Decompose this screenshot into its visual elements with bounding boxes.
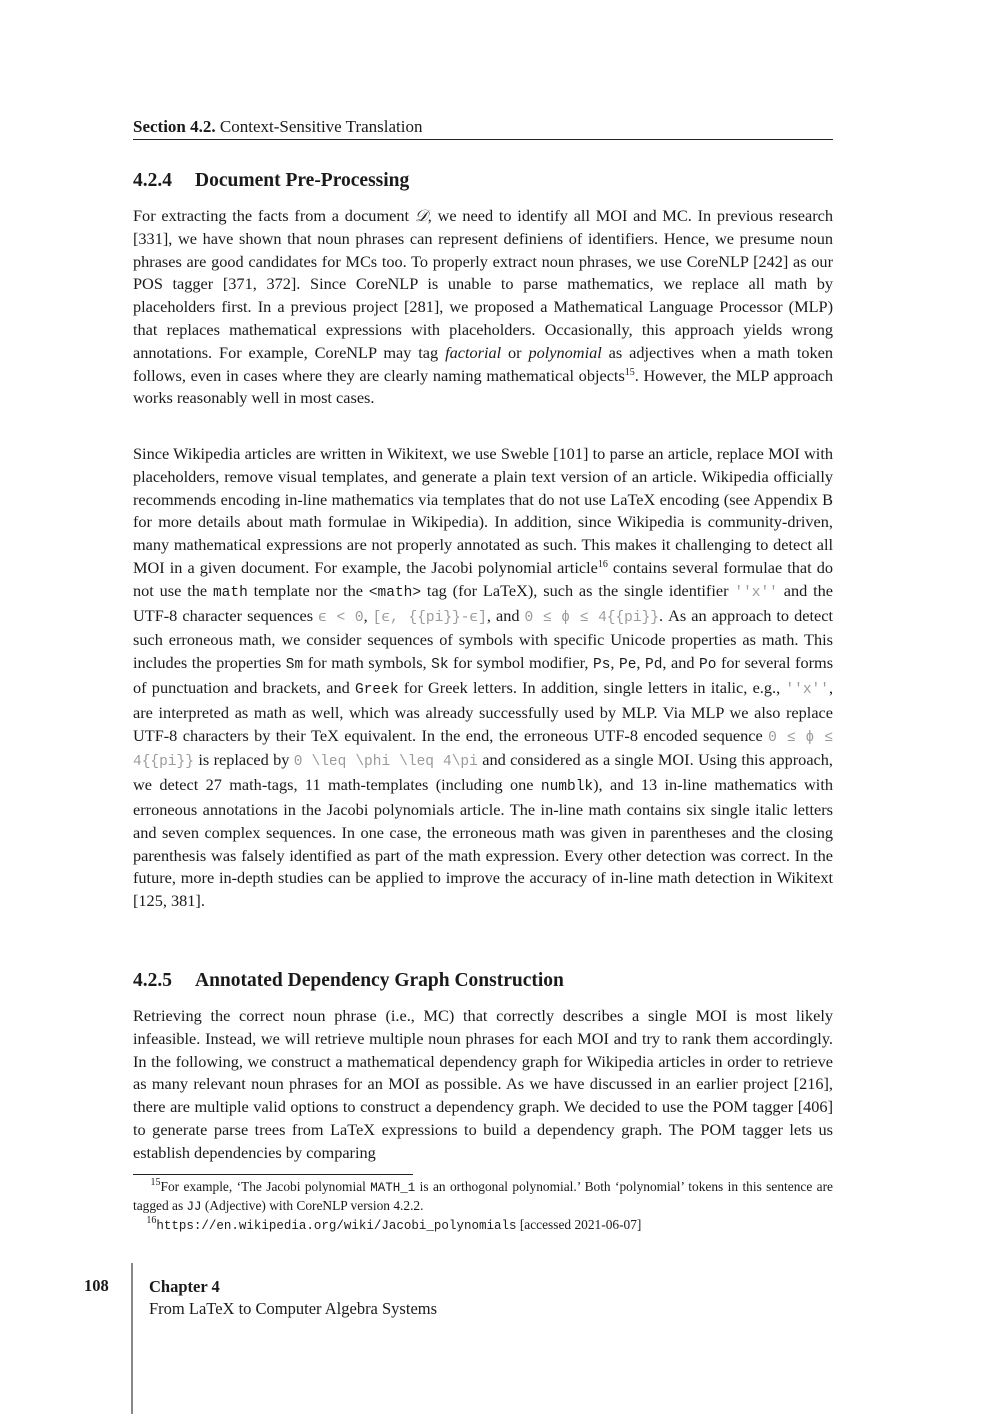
text-run: (Adjective) with CoreNLP version 4.2.2. [201,1198,424,1213]
text-run: for several forms of punctuation and brackets, and [133,653,834,697]
section-title: Document Pre-Processing [195,170,410,191]
code-greek: Greek [355,681,399,698]
text-run: or [501,342,529,362]
section-number: 4.2.4 [133,170,172,191]
footnote-ref-16[interactable]: 16 [597,558,608,570]
paragraph-preprocessing-1 [133,205,833,410]
footnote-divider [133,1174,413,1175]
text-run: , we need to identify all MOI and MC. In previous research [331], we have shown that noun phrases can represent definiens of identifiers. Hence, we presume noun phrases are good candidates for MCs too. To properly extract noun phrases, we use CoreNLP [242] as our POS tagger [371, 372]. Since CoreNLP is unable to parse mathematics, we replace all math by placeholders first. In a previous project [281], we proposed a Mathematical Language Processor (MLP) that replaces mathematical expressions with placeholders. Occasionally, this approach yields wrong annotations. For example, CoreNLP may tag [133,206,833,362]
text-run: expressions to build a dependency graph. The POM tagger lets us establish dependencies by comparing [133,1119,833,1162]
code-pd: Pd [645,657,663,674]
code-leq-phi-latex: 0 \leq \phi \leq 4\pi [293,754,478,771]
document-symbol: 𝒟 [414,206,428,225]
text-run: for Greek letters. In addition, single letters in italic, e.g., [398,677,786,697]
code-phi-range-utf8: 0 ≤ ϕ ≤ 4{{pi}} [133,729,833,771]
latex-logo: LaTeX [610,489,656,509]
footer-divider [131,1263,133,1414]
text-run: ), such as the single identifier [527,580,735,600]
latex-logo: LaTeX [330,1119,376,1139]
header-section-title: Context-Sensitive Translation [219,117,423,136]
footnote-url-link[interactable]: https://en.wikipedia.org/wiki/Jacobi_polynomials [156,1219,517,1233]
section-title: Annotated Dependency Graph Construction [195,970,564,991]
text-run: , and [662,653,700,673]
code-phi-range: 0 ≤ ϕ ≤ 4{{pi}} [524,609,659,626]
text-run: contains several formulae that do not use the [133,557,834,600]
text-run: , [636,653,646,673]
text-run: ), and 13 in-line mathematics with erroneous annotations in the Jacobi polynomials article. The in-line math contains six single italic letters and seven complex sequences. In one case, the erroneous math was given in parentheses and the closing parenthesis was falsely identified as part of the math expression. Every other detection was correct. In the future, more in-depth studies can be applied to improve the accuracy of in-line math detection in Wikitext [125, 381]. [133,775,833,911]
code-jj: JJ [186,1200,202,1214]
chapter-footer [149,1276,437,1320]
text-run: , [363,605,373,625]
text-run: equivalent. In the end, the erroneous UTF-8 encoded sequence [338,725,769,745]
running-header [133,117,833,140]
paragraph-preprocessing-2 [133,443,833,913]
text-run: , are interpreted as math as well, which was already successfully used by MLP. Via MLP we also replace UTF-8 characters by their [133,677,834,745]
code-pe: Pe [619,657,637,674]
text-run: is an orthogonal polynomial.’ Both ‘polynomial’ tokens in this sentence are tagged as [133,1179,833,1213]
text-run: for math symbols, [303,653,432,673]
code-sm: Sm [285,657,304,674]
code-numblk: numblk [540,779,594,796]
page-number: 108 [84,1276,109,1295]
code-po: Po [699,657,717,674]
code-sk: Sk [431,657,449,674]
code-math: math [212,584,248,601]
code-math-1: MATH_1 [370,1181,416,1195]
section-heading-4-2-5 [133,970,564,992]
code-ps: Ps [593,657,611,674]
text-run: For example, ‘The Jacobi polynomial [160,1179,371,1194]
text-run: tag (for [421,580,483,600]
tex-logo: TeX [311,725,339,745]
emphasis-polynomial: polynomial [528,342,602,362]
text-run: , and [486,605,525,625]
latex-logo: LaTeX [482,580,528,600]
footnote-16 [133,1216,833,1235]
text-run: is replaced by [193,750,294,770]
footnote-15 [133,1178,833,1216]
accessed-date: [accessed 2021-06-07] [519,1217,642,1232]
code-math-tag: <math> [368,584,422,601]
section-heading-4-2-4 [133,170,409,192]
code-x-italic: ''x'' [785,681,829,698]
paragraph-dependency-graph [133,1005,833,1165]
code-epsilon-lt-0: ϵ < 0 [318,609,364,626]
footnotes [133,1178,833,1235]
code-epsilon-interval: [ϵ, {{pi}}-ϵ] [372,609,487,626]
text-run: , [610,653,620,673]
text-run: encoding (see Appendix B for more details about math formulae in Wikipedia). In addition, since Wikipedia is community-driven, many mathematical expressions are not properly annotated as such. This makes it challenging to detect all MOI in a given document. For example, the Jacobi polynomial article [133,489,833,577]
text-run: Retrieving the correct noun phrase (i.e., MC) that correctly describes a single MOI is most likely infeasible. Instead, we will retrieve multiple noun phrases for each MOI and try to rank them accordingly. In the following, we construct a mathematical dependency graph for Wikipedia articles in order to retrieve as many relevant noun phrases for an MOI as possible. As we have discussed in an earlier project [216], there are multiple valid options to construct a dependency graph. We decided to use the POM tagger [406] to generate parse trees from [133,1006,833,1139]
footnote-number: 16 [146,1215,157,1226]
header-section-label: Section 4.2. [133,117,216,136]
chapter-title: From LaTeX to Computer Algebra Systems [149,1299,438,1318]
text-run: and considered as a single MOI. Using this approach, we detect 27 math-tags, 11 math-templates (including one [133,750,833,795]
text-run: as adjectives when a math token follows, even in cases where they are clearly naming mathematical objects [133,342,834,385]
text-run: and the UTF-8 character sequences [133,580,833,625]
text-run: template nor the [247,580,369,600]
footnote-ref-15[interactable]: 15 [624,366,635,378]
section-number: 4.2.5 [133,970,172,991]
code-x-identifier: ''x'' [734,584,778,601]
footnote-number: 15 [150,1177,161,1188]
chapter-label: Chapter 4 [149,1277,220,1296]
text-run: For extracting the facts from a document [133,206,415,225]
text-run: Since Wikipedia articles are written in Wikitext, we use Sweble [101] to parse an article, replace MOI with placeholders, remove visual templates, and generate a plain text version of an article. Wikipedia officially recommends encoding in-line mathematics via templates that do not use [133,444,833,509]
emphasis-factorial: factorial [445,342,502,362]
text-run: . However, the MLP approach works reasonably well in most cases. [133,365,833,408]
text-run: for symbol modifier, [448,653,594,673]
text-run: . As an approach to detect such erroneous math, we consider sequences of symbols with specific Unicode properties as math. This includes the properties [133,605,833,673]
